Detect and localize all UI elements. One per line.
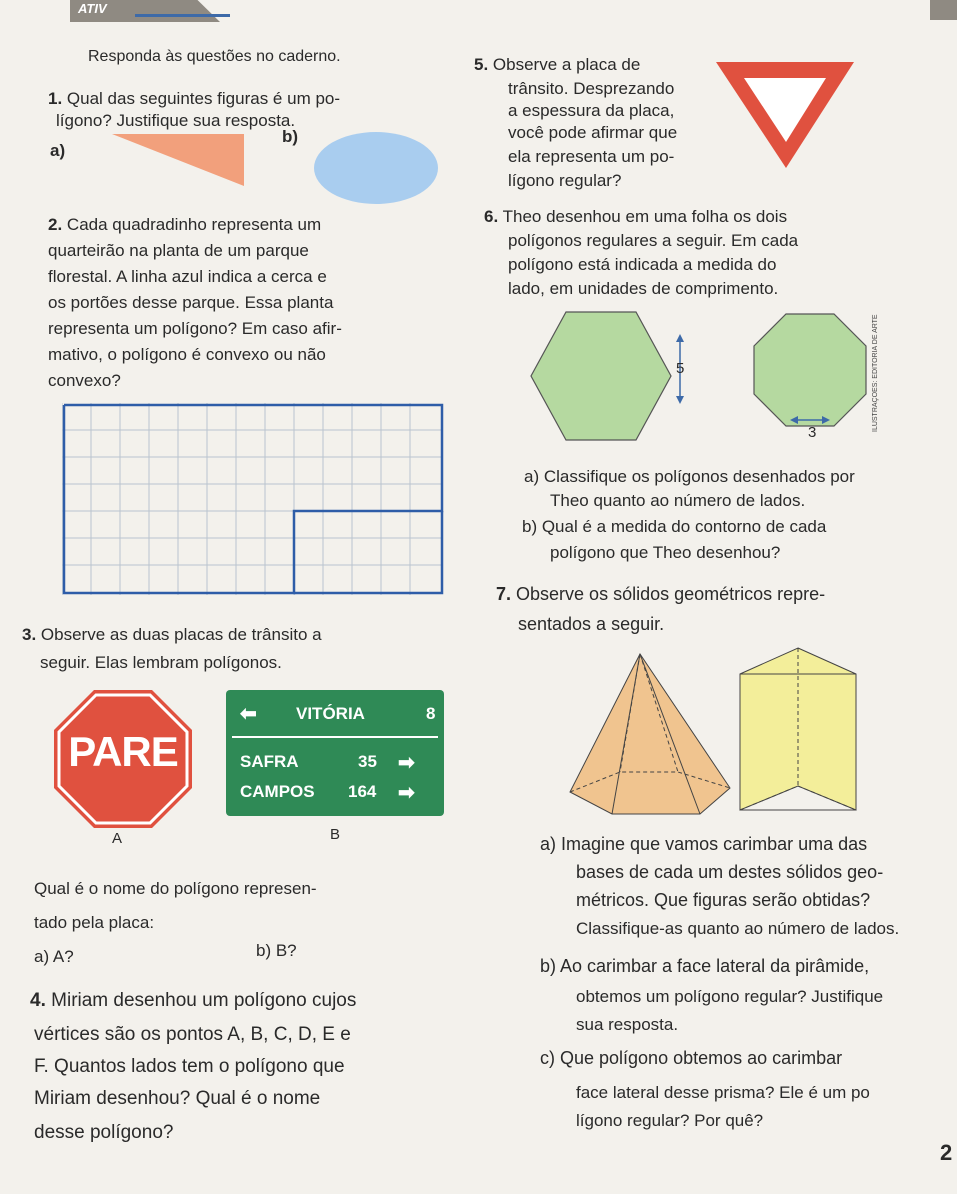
q6-line-3: polígono está indicada a medida do [508,255,777,274]
q7-line-1: Observe os sólidos geométricos repre- [516,584,826,604]
q3-number: 3. [22,625,37,644]
q2-number: 2. [48,215,63,234]
octagon-side-label: 3 [808,424,817,441]
q4-line-5: desse polígono? [34,1122,174,1143]
q7-a-line-2: bases de cada um destes sólidos geo- [576,862,884,882]
q6-line-2: polígonos regulares a seguir. Em cada [508,231,799,250]
q4-line-3: F. Quantos lados tem o polígono que [34,1056,345,1077]
instruction: Responda às questões no caderno. [88,48,341,65]
q2-line-3: florestal. A linha azul indica a cerca e [48,267,327,286]
label-b: B [330,826,341,843]
sign-row1-city: VITÓRIA [296,704,365,723]
q7-c-line-1: c) Que polígono obtemos ao carimbar [540,1048,843,1068]
q5-line-1: Observe a placa de [492,55,641,74]
q5-block [474,52,640,77]
right-arrow-icon: ➡ [398,752,415,774]
octagon-figure [752,312,870,430]
q2-line-5: representa um polígono? Em caso afir- [48,319,342,338]
q6-number: 6. [484,207,499,226]
q7-block [496,582,825,607]
q7-b-line-3: sua resposta. [576,1015,679,1034]
q3-line-2: seguir. Elas lembram polígonos. [40,653,282,672]
illustration-credit: ILUSTRAÇÕES: EDITORIA DE ARTE [872,314,879,432]
q2-line-2: quarteirão na planta de um parque [48,241,309,260]
q6-option-a: a) Classifique os polígonos desenhados por [524,467,855,486]
q6-block [484,204,787,229]
q3-answer-a: a) A? [34,947,74,966]
q3-line-1: Observe as duas placas de trânsito a [40,625,322,644]
q1-option-b: b) [282,127,299,146]
hexagon-figure [528,310,698,442]
q7-a-line-4: Classifique-as quanto ao número de lados. [576,919,900,938]
q1-option-a: a) [50,141,66,160]
q6-line-4: lado, em unidades de comprimento. [508,279,779,298]
sign-row3-city: CAMPOS [240,782,315,801]
header-accent-line [135,14,230,17]
prism-figure [736,644,860,816]
q5-line-3: a espessura da placa, [508,101,675,120]
q4-block [30,988,356,1013]
q2-line-7: convexo? [48,371,121,390]
q3-answer-b: b) B? [256,941,297,960]
q4-line-2: vértices são os pontos A, B, C, D, E e [34,1024,351,1045]
q1-line-2: lígono? Justifique sua resposta. [56,111,296,130]
page-number: 2 [940,1140,953,1165]
yield-sign [714,58,856,170]
q2-line-4: os portões desse parque. Essa planta [48,293,334,312]
q3-question-1: Qual é o nome do polígono represen- [34,879,317,898]
q6-option-a-2: Theo quanto ao número de lados. [550,491,806,510]
hexagon-side-label: 5 [676,360,685,377]
q1-number: 1. [48,89,63,108]
q6-option-b-2: polígono que Theo desenhou? [550,543,781,562]
q2-block [48,212,321,237]
q3-block [22,622,322,647]
q1-line-1: Qual das seguintes figuras é um po- [66,89,341,108]
label-a: A [112,830,123,847]
chapter-tag: ATIV [78,1,107,16]
q4-line-4: Miriam desenhou? Qual é o nome [34,1088,321,1109]
left-arrow-icon: ⬅ [240,703,257,725]
q5-number: 5. [474,55,489,74]
sign-row1-km: 8 [426,704,436,723]
q2-line-6: mativo, o polígono é convexo ou não [48,345,326,364]
q3-question-2: tado pela placa: [34,913,155,932]
q4-line-1: Miriam desenhou um polígono cujos [51,990,357,1011]
q7-number: 7. [496,584,512,604]
right-arrow-icon: ➡ [398,782,415,804]
q7-a-line-3: métricos. Que figuras serão obtidas? [576,890,871,910]
stop-sign-text: PARE [68,728,178,775]
sign-row3-km: 164 [348,782,377,801]
q1-ellipse-figure [312,130,440,206]
q1-triangle-figure [108,130,248,190]
q7-b-line-1: b) Ao carimbar a face lateral da pirâmide, [540,956,870,976]
q4-number: 4. [30,990,46,1011]
q7-line-2: sentados a seguir. [518,614,665,634]
sign-divider-1 [232,736,438,738]
q7-a-line-1: a) Imagine que vamos carimbar uma das [540,834,868,854]
stop-sign [52,688,194,830]
direction-sign [226,690,444,816]
q7-c-line-2: face lateral desse prisma? Ele é um po [576,1083,870,1102]
q5-line-6: lígono regular? [508,171,622,190]
header-corner-bar [930,0,957,20]
q6-option-b: b) Qual é a medida do contorno de cada [522,517,827,536]
q2-line-1: Cada quadradinho representa um [66,215,322,234]
sign-row2-city: SAFRA [240,752,299,771]
pyramid-figure [560,650,734,818]
q7-b-line-2: obtemos um polígono regular? Justifique [576,987,884,1006]
q6-line-1: Theo desenhou em uma folha os dois [502,207,788,226]
sign-row2-km: 35 [358,752,377,771]
q5-line-5: ela representa um po- [508,147,675,166]
park-grid-map [62,403,446,597]
q5-line-4: você pode afirmar que [508,123,678,142]
q7-c-line-3: lígono regular? Por quê? [576,1111,764,1130]
q5-line-2: trânsito. Desprezando [508,79,675,98]
